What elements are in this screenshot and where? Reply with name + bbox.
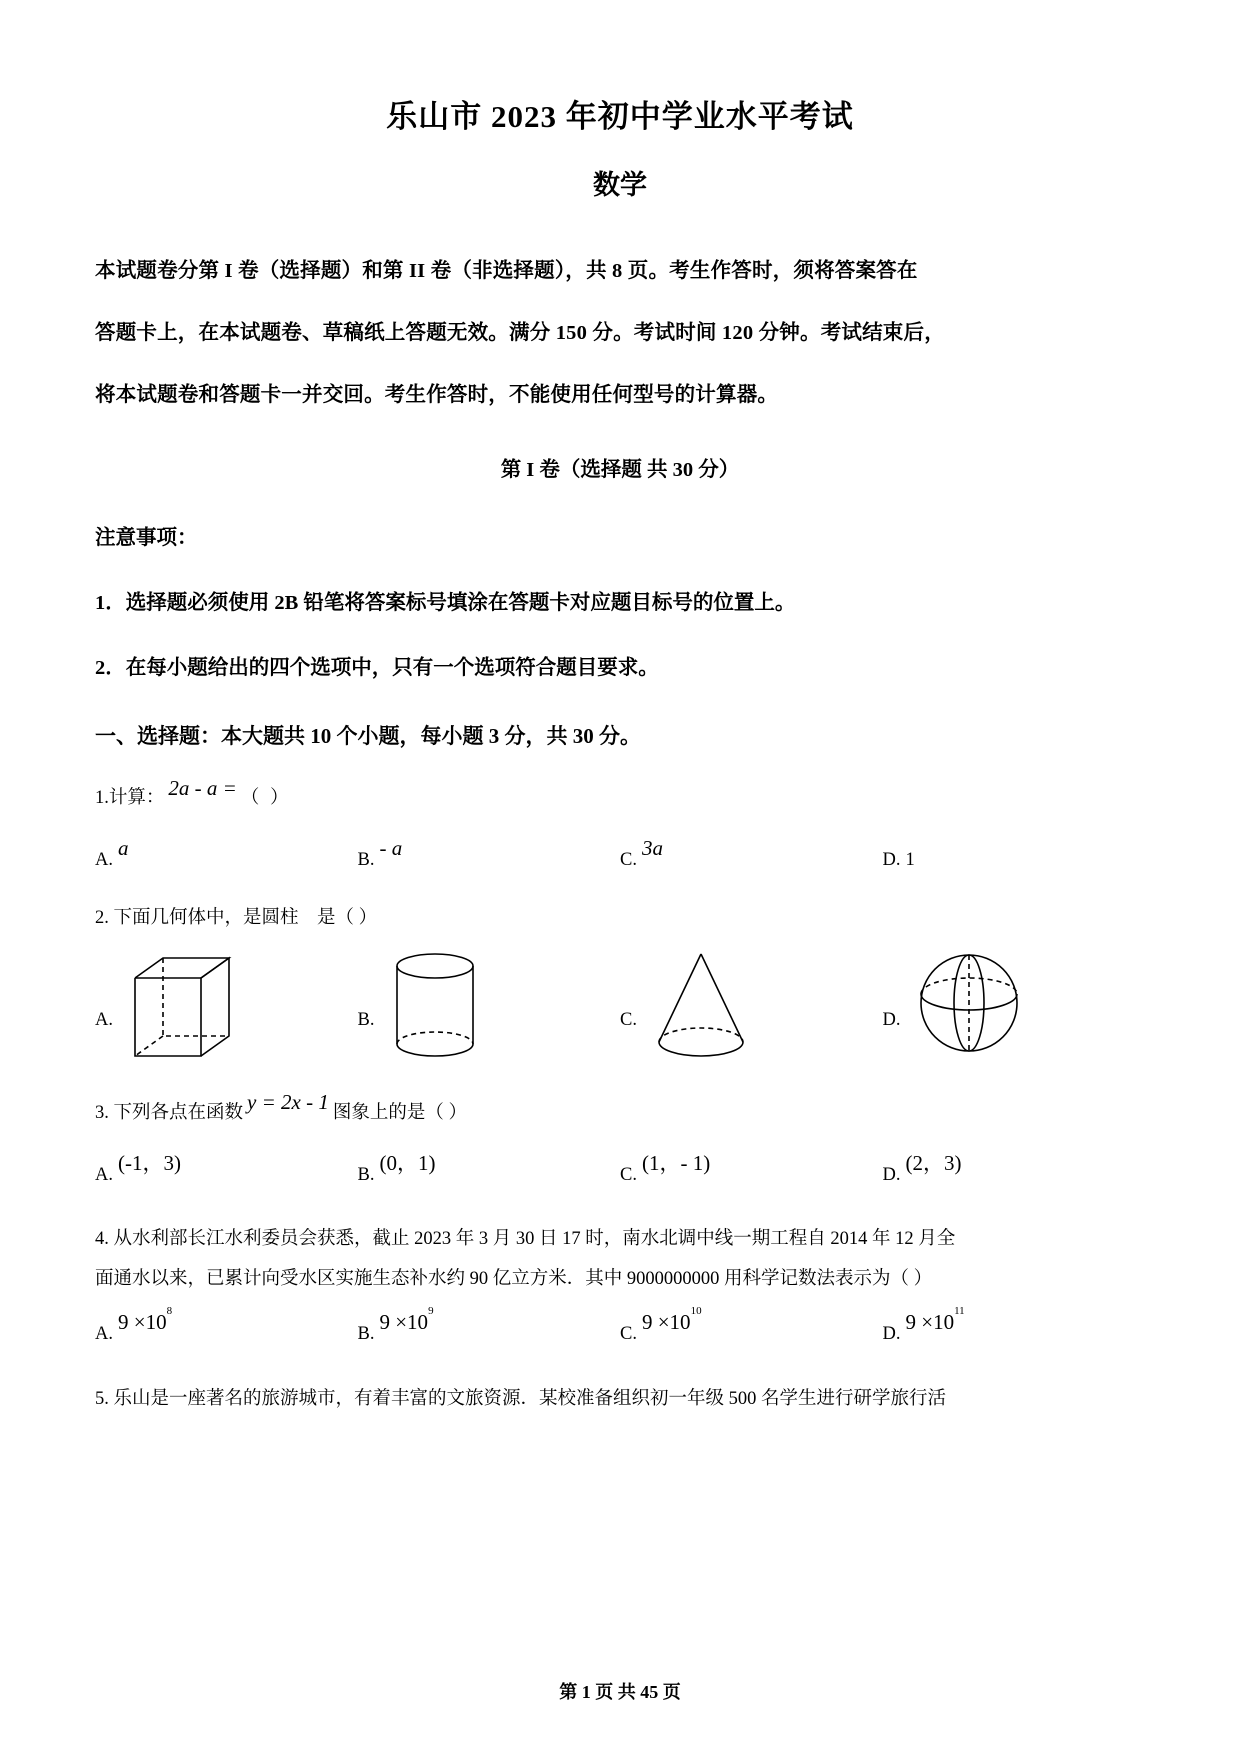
option-b-label: B. <box>357 1324 375 1345</box>
section-heading-part-one: 第 I 卷（选择题 共 30 分） <box>500 458 740 481</box>
option-a-label: A. <box>95 849 113 870</box>
question-1-number: 1. <box>95 788 109 809</box>
option-a-value: (-1，3) <box>118 1150 181 1175</box>
question-3-stem <box>95 1090 1145 1128</box>
option-a-label: A. <box>95 1324 113 1345</box>
question-1-options <box>95 836 1145 875</box>
multiple-choice-heading: 一、选择题：本大题共 10 个小题，每小题 3 分，共 30 分。 <box>95 724 641 749</box>
question-4-line-1: 4. 从水利部长江水利委员会获悉，截止 2023 年 3 月 30 日 17 时，南水北调中线一期工程自 2014 年 12 月全 <box>95 1229 956 1250</box>
notes-heading: 注意事项： <box>95 527 198 550</box>
question-1-stem <box>95 775 1145 814</box>
option-a-label: A. <box>95 1009 113 1030</box>
option-b-value: - a <box>379 836 403 861</box>
option-d[interactable] <box>883 948 1146 1066</box>
subject-title: 数学 <box>593 170 647 201</box>
option-b-value: $9 \times 10^9$ <box>379 1305 434 1335</box>
question-4-options <box>95 1305 1145 1349</box>
question-5-stem <box>95 1379 1145 1419</box>
note-item-1: 1．选择题必须使用 2B 铅笔将答案标号填涂在答题卡对应题目标号的位置上。 <box>95 591 796 614</box>
option-c-value: 3a <box>641 836 663 861</box>
option-a[interactable] <box>95 836 358 875</box>
question-3-suffix: 图象上的是（ ） <box>332 1103 467 1124</box>
instruction-line-2: 答题卡上，在本试题卷、草稿纸上答题无效。满分 150 分。考试时间 120 分钟。考试结束后， <box>95 321 945 344</box>
cylinder-figure <box>380 948 500 1066</box>
question-3-options <box>95 1150 1145 1190</box>
option-c[interactable] <box>620 1305 883 1349</box>
question-1 <box>95 775 1145 875</box>
option-a[interactable] <box>95 948 358 1066</box>
option-d[interactable] <box>882 1305 1146 1349</box>
option-b[interactable] <box>357 836 621 875</box>
question-3-expression: y = 2x - 1 <box>247 1090 329 1115</box>
option-a-value: $9 \times 10^8$ <box>118 1305 173 1335</box>
option-c-value: (1，- 1) <box>641 1150 711 1175</box>
option-b-label: B. <box>357 1164 375 1185</box>
question-5 <box>95 1379 1145 1419</box>
option-c[interactable] <box>620 836 883 875</box>
instruction-line-1: 本试题卷分第 I 卷（选择题）和第 II 卷（非选择题），共 8 页。考生作答时，须将答案答在 <box>95 259 918 282</box>
option-d[interactable] <box>882 1150 1146 1190</box>
option-d-label: D. <box>882 1164 901 1185</box>
question-2 <box>95 905 1145 1067</box>
option-d-value: $9 \times 10^{11}$ <box>905 1305 965 1335</box>
option-c-label: C. <box>620 1164 637 1185</box>
option-d-label: D. <box>882 1009 901 1030</box>
option-b[interactable] <box>358 948 621 1066</box>
question-1-expression: 2a - a = <box>168 775 237 800</box>
question-1-blank: （ ） <box>240 788 292 809</box>
question-3-prefix: 3. 下列各点在函数 <box>95 1103 244 1124</box>
option-a-label: A. <box>95 1164 113 1185</box>
exam-instructions <box>95 240 1145 426</box>
option-d-value: (2，3) <box>905 1150 962 1175</box>
option-b[interactable] <box>357 1150 621 1190</box>
question-2-stem: 2. 下面几何体中，是圆柱 是（ ） <box>95 907 378 928</box>
option-c-label: C. <box>620 1324 637 1345</box>
option-d-label: D. <box>882 1324 901 1345</box>
option-b-value: (0，1) <box>379 1150 436 1175</box>
option-d[interactable] <box>883 843 1146 875</box>
question-2-options <box>95 946 1145 1066</box>
question-4-line-2: 面通水以来，已累计向受水区实施生态补水约 90 亿立方米．其中 9000000000 用科学记数法表示为（ ） <box>95 1269 933 1290</box>
option-b-label: B. <box>357 1009 375 1030</box>
option-c[interactable] <box>620 1150 883 1190</box>
sphere-figure <box>907 948 1037 1066</box>
page-footer: 第 1 页 共 45 页 <box>559 1682 681 1702</box>
option-c-label: C. <box>620 1009 637 1030</box>
instruction-line-3: 将本试题卷和答题卡一并交回。考生作答时，不能使用任何型号的计算器。 <box>95 383 779 406</box>
option-b[interactable] <box>357 1305 621 1349</box>
option-c-label: C. <box>620 849 637 870</box>
note-item-2: 2．在每小题给出的四个选项中，只有一个选项符合题目要求。 <box>95 656 659 679</box>
page-title: 乐山市 2023 年初中学业水平考试 <box>386 99 854 134</box>
question-4-stem <box>95 1219 1145 1299</box>
question-1-prefix: 计算： <box>108 788 165 809</box>
cone-figure <box>643 948 763 1066</box>
option-a[interactable] <box>95 1150 358 1190</box>
cuboid-figure <box>119 948 239 1066</box>
option-d-value: 1 <box>905 849 915 870</box>
option-c-value: $9 \times 10^{10}$ <box>641 1305 702 1335</box>
question-4 <box>95 1219 1145 1349</box>
option-d-label: D. <box>882 849 901 870</box>
option-c[interactable] <box>620 948 883 1066</box>
question-5-line-1: 5. 乐山是一座著名的旅游城市，有着丰富的文旅资源．某校准备组织初一年级 500 名学生进行研学旅行活 <box>95 1388 947 1409</box>
option-a-value: a <box>118 836 129 861</box>
option-a[interactable] <box>95 1305 358 1349</box>
option-b-label: B. <box>357 849 375 870</box>
question-3 <box>95 1090 1145 1189</box>
